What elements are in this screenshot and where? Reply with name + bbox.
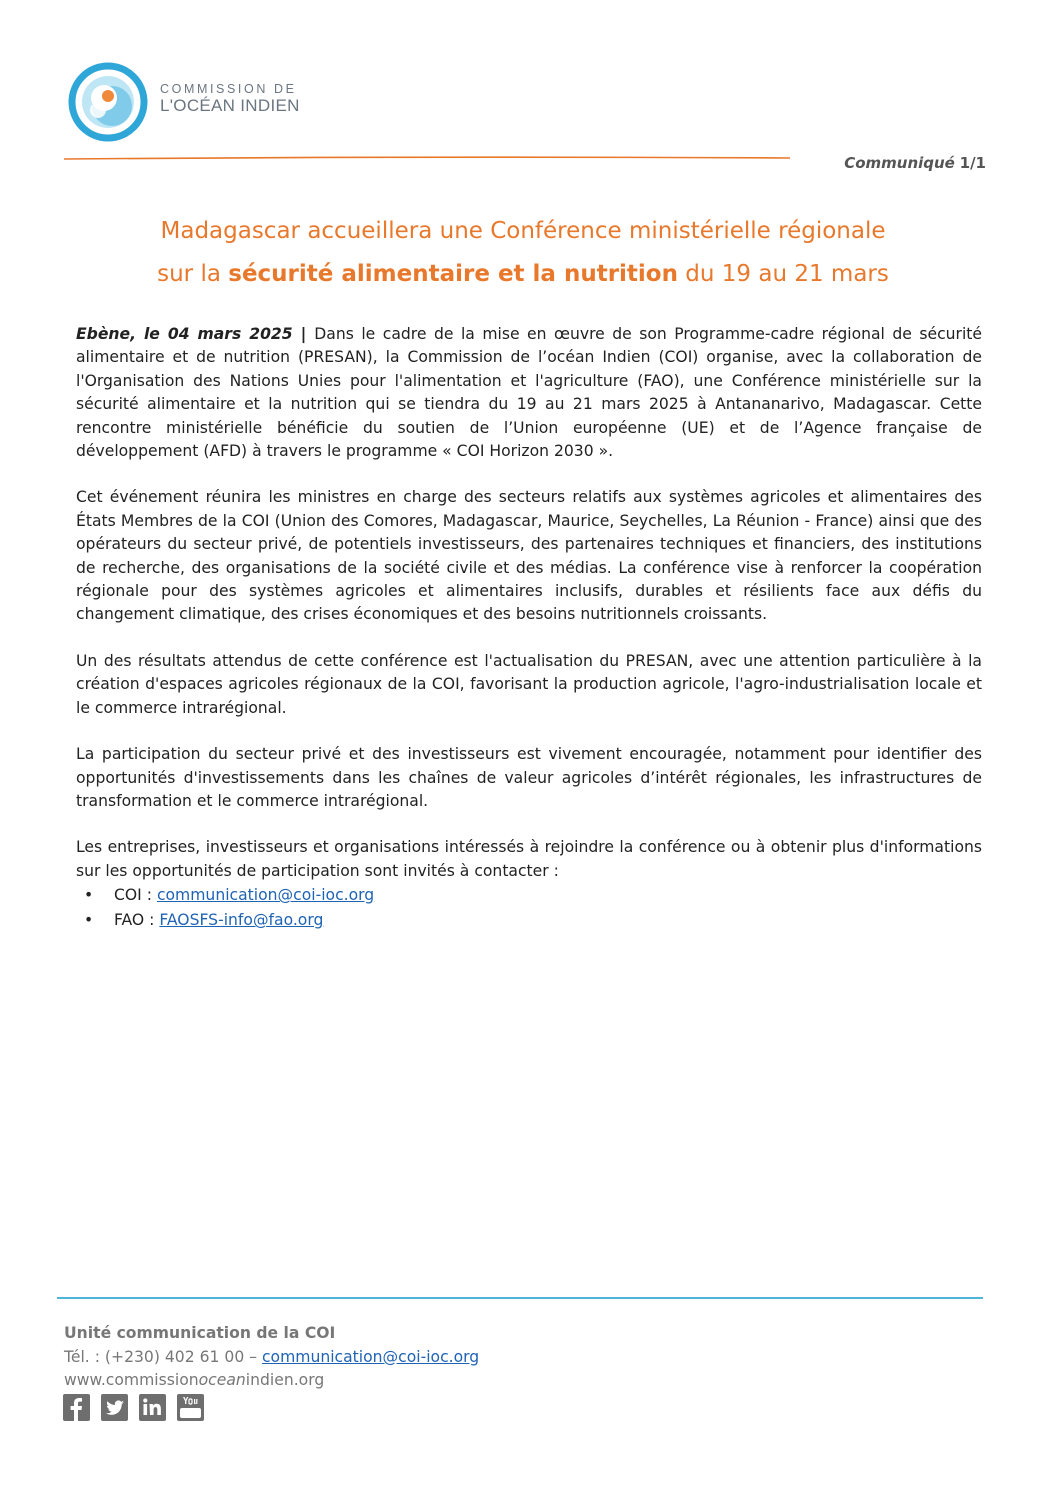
list-item — [76, 908, 982, 933]
coi-email-link[interactable]: communication@coi-ioc.org — [156, 886, 375, 905]
contact-label: COI : — [114, 886, 157, 905]
facebook-icon[interactable] — [63, 1394, 90, 1421]
paragraph-1 — [76, 323, 982, 463]
paragraph-2: Cet événement réunira les ministres en charge des secteurs relatifs aux systèmes agricoles et alimentaires des États Membres de la COI (Union des Comores, Madagascar, Maurice, Seychelles, La Réunion - France) ainsi que des opérateurs du secteur privé, de potentiels investisseurs, des partenaires techniques et financiers, des institutions de recherche, des organisations de la société civile et des médias. La conférence vise à renforcer la coopération régionale pour des systèmes agricoles et alimentaires inclusifs, durables et résilients face aux défis du changement climatique, des crises économiques et des besoins nutritionnels croissants. — [76, 488, 982, 624]
footer-contact — [64, 1346, 479, 1370]
bullet: • — [84, 886, 94, 905]
title-line1: Madagascar accueillera une Conférence ministérielle régionale — [160, 218, 886, 244]
doc-label — [844, 154, 986, 172]
title-line2-post: du 19 au 21 mars — [678, 261, 889, 287]
social-icons — [63, 1394, 210, 1421]
footer — [64, 1322, 479, 1393]
paragraph-3: Un des résultats attendus de cette conférence est l'actualisation du PRESAN, avec une attention particulière à la création d'espaces agricoles régionaux de la COI, favorisant la production agricole, l'agro-industrialisation locale et le commerce intrarégional. — [76, 651, 982, 717]
bullet: • — [84, 911, 94, 930]
dateline-separator: | — [292, 325, 315, 343]
web-part-italic: ocean — [198, 1371, 246, 1389]
contact-list — [76, 883, 982, 933]
header-rule — [64, 156, 790, 161]
youtube-icon[interactable] — [177, 1394, 204, 1421]
contact-label: FAO : — [114, 911, 160, 930]
footer-tel: Tél. : (+230) 402 61 00 – — [64, 1347, 262, 1366]
logo-line2: L'OCÉAN INDIEN — [160, 96, 300, 115]
footer-unit: Unité communication de la COI — [64, 1324, 336, 1342]
logo-line1: COMMISSION DE — [160, 82, 297, 96]
dateline: Ebène, le 04 mars 2025 — [76, 325, 293, 343]
fao-email-link[interactable]: FAOSFS-info@fao.org — [159, 911, 324, 930]
page-number: 1/1 — [959, 154, 986, 172]
paragraph-1-text: Dans le cadre de la mise en œuvre de son Programme-cadre régional de sécurité alimentaire et de nutrition (PRESAN), la Commission de l’océan Indien (COI) organise, avec la collaboration de l'Organisation des Nations Unies pour l'alimentation et l'agriculture (FAO), une Conférence ministérielle sur la sécurité alimentaire et la nutrition qui se tiendra du 19 au 21 mars 2025 à Antananarivo, Madagascar. Cette rencontre ministérielle bénéficie du soutien de l’Union européenne (UE) et de l’Agence française de développement (AFD) à travers le programme « COI Horizon 2030 ». — [76, 325, 982, 461]
title-line2-bold: sécurité alimentaire et la nutrition — [228, 261, 678, 287]
footer-rule — [57, 1297, 983, 1299]
footer-email-link[interactable]: communication@coi-ioc.org — [261, 1347, 480, 1366]
linkedin-icon[interactable] — [139, 1394, 166, 1421]
coi-logo — [68, 60, 308, 145]
title-line2-pre: sur la — [157, 261, 229, 287]
press-release-body — [76, 323, 982, 933]
footer-website[interactable] — [64, 1369, 479, 1393]
twitter-icon[interactable] — [101, 1394, 128, 1421]
web-part: www.commission — [64, 1371, 199, 1389]
coi-logo-icon — [68, 60, 152, 144]
logo-text — [160, 82, 300, 116]
paragraph-4: La participation du secteur privé et des investisseurs est vivement encouragée, notamment pour identifier des opportunités d'investissements dans les chaînes de valeur agricoles d’intérêt régionales, les infrastructures de transformation et le commerce intrarégional. — [76, 745, 982, 810]
list-item — [76, 883, 982, 908]
web-part: indien.org — [245, 1371, 325, 1389]
title-line2 — [60, 253, 986, 296]
paragraph-5: Les entreprises, investisseurs et organisations intéressés à rejoindre la conférence ou à obtenir plus d'informations sur les opportunités de participation sont invités à contacter : — [76, 838, 982, 880]
doc-type: Communiqué — [844, 154, 955, 172]
page-title — [60, 210, 986, 296]
